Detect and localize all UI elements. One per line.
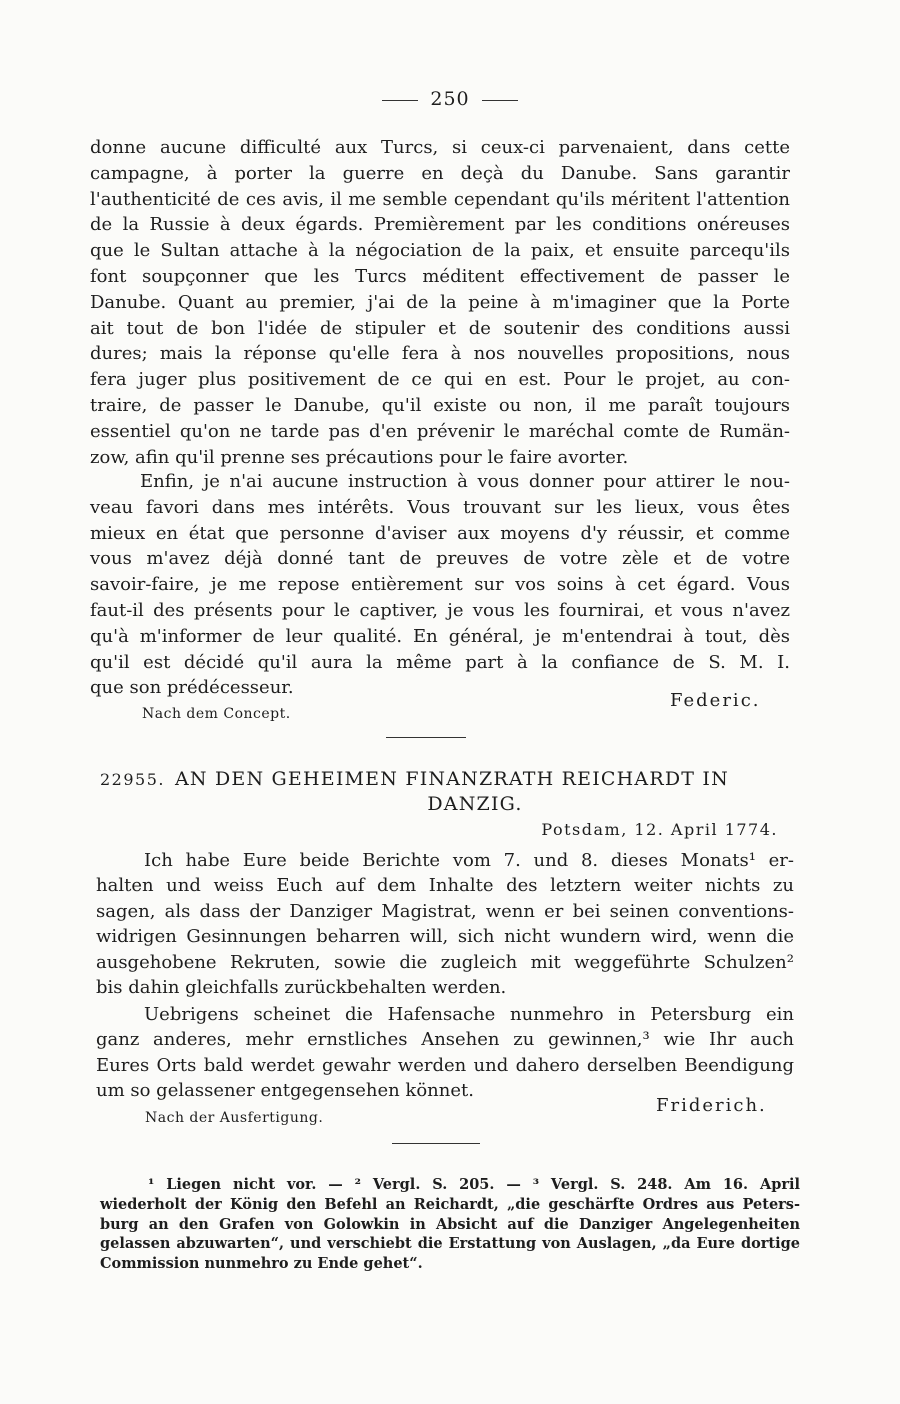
footnotes	[100, 1175, 800, 1274]
text-line: sagen, als dass der Danziger Magistrat, wenn er bei seinen conventions-	[96, 900, 794, 922]
text-line: que son prédécesseur.	[90, 677, 294, 699]
text-line: faut-il des présents pour le captiver, je vous les fournirai, et vous n'avez	[90, 599, 790, 621]
text-line: um so gelassener entgegensehen könnet.	[96, 1080, 474, 1102]
text-line: ganz anderes, mehr ernstliches Ansehen zu gewinnen,³ wie Ihr auch	[96, 1029, 794, 1051]
footnote-divider	[392, 1143, 480, 1144]
text-line: halten und weiss Euch auf dem Inhalte des letztern weiter nichts zu	[96, 875, 794, 897]
text-line: ait tout de bon l'idée de stipuler et de soutenir des conditions aussi	[90, 317, 790, 339]
footnote-line: burg an den Grafen von Golowkin in Absicht auf die Danziger Angelegenheiten	[100, 1215, 800, 1233]
text-line: de la Russie à deux égards. Premièrement par les conditions onéreuses	[90, 214, 790, 236]
letter2-paragraph-2	[96, 1002, 794, 1104]
document-number: 22955.	[100, 770, 165, 789]
text-line: traire, de passer le Danube, qu'il existe ou non, il me paraît toujours	[90, 394, 790, 416]
text-line: fera juger plus positivement de ce qui en est. Pour le projet, au con-	[90, 369, 790, 391]
heading-line-1: AN DEN GEHEIMEN FINANZRATH REICHARDT IN	[174, 768, 729, 790]
text-line: l'authenticité de ces avis, il me semble cependant qu'ils méritent l'attention	[90, 188, 790, 210]
text-line: font soupçonner que les Turcs méditent effectivement de passer le	[90, 265, 790, 287]
page-header	[0, 88, 900, 110]
text-line: Eures Orts bald werdet gewahr werden und dahero derselben Beendigung	[96, 1054, 794, 1076]
section-divider	[386, 737, 466, 738]
header-dash-left	[382, 100, 418, 101]
text-line: mieux en état que personne d'aviser aux moyens d'y réussir, et comme	[90, 522, 790, 544]
text-line: zow, afin qu'il prenne ses précautions pour le faire avorter.	[90, 446, 629, 468]
text-line: Danube. Quant au premier, j'ai de la peine à m'imaginer que la Porte	[90, 291, 790, 313]
footnote-line: Commission nunmehro zu Ende gehet“.	[100, 1255, 423, 1273]
page-number: 250	[430, 88, 470, 110]
footnote-line: ¹ Liegen nicht vor. — ² Vergl. S. 205. — ³ Vergl. S. 248. Am 16. April	[148, 1176, 800, 1193]
letter1-signature: Federic.	[670, 690, 761, 711]
letter2-source-note: Nach der Ausfertigung.	[145, 1110, 324, 1126]
heading-line-2: DANZIG.	[427, 793, 523, 815]
letter2-dateline: Potsdam, 12. April 1774.	[541, 820, 778, 839]
footnote-line: gelassen abzuwarten“, und verschiebt die Erstattung von Auslagen, „da Eure dortige	[100, 1235, 800, 1253]
letter1-paragraph-1	[90, 135, 790, 470]
text-line: widrigen Gesinnungen beharren will, sich nicht wundern wird, wenn die	[96, 926, 794, 948]
text-line: dures; mais la réponse qu'elle fera à nos nouvelles propositions, nous	[90, 343, 790, 365]
text-line: qu'il est décidé qu'il aura la même part à la confiance de S. M. I.	[90, 651, 790, 673]
text-line: essentiel qu'on ne tarde pas d'en prévenir le maréchal comte de Rumän-	[90, 420, 790, 442]
letter2-paragraph-1	[96, 848, 794, 1000]
text-line: campagne, à porter la guerre en deçà du Danube. Sans garantir	[90, 162, 790, 184]
letter1-source-note: Nach dem Concept.	[142, 706, 291, 722]
text-line: savoir-faire, je me repose entièrement sur vos soins à cet égard. Vous	[90, 574, 790, 596]
letter2-heading	[100, 767, 790, 817]
text-line: bis dahin gleichfalls zurückbehalten werden.	[96, 977, 507, 999]
header-dash-right	[482, 100, 518, 101]
text-line: Uebrigens scheinet die Hafensache nunmehro in Petersburg ein	[144, 1004, 794, 1025]
text-line: ausgehobene Rekruten, sowie die zugleich mit weggeführte Schulzen²	[96, 951, 794, 973]
text-line: Ich habe Eure beide Berichte vom 7. und 8. dieses Monats¹ er-	[144, 850, 794, 871]
text-line: que le Sultan attache à la négociation de la paix, et ensuite parcequ'ils	[90, 240, 790, 262]
text-line: qu'à m'informer de leur qualité. En général, je m'entendrai à tout, dès	[90, 625, 790, 647]
text-line: Enfin, je n'ai aucune instruction à vous donner pour attirer le nou-	[140, 471, 790, 492]
text-line: vous m'avez déjà donné tant de preuves de votre zèle et de votre	[90, 548, 790, 570]
footnote-line: wiederholt der König den Befehl an Reichardt, „die geschärfte Ordres aus Peters-	[100, 1195, 800, 1213]
text-line: veau favori dans mes intérêts. Vous trouvant sur les lieux, vous êtes	[90, 496, 790, 518]
letter2-signature: Friderich.	[656, 1095, 767, 1116]
letter1-paragraph-2	[90, 469, 790, 701]
text-line: donne aucune difficulté aux Turcs, si ceux-ci parvenaient, dans cette	[90, 137, 790, 158]
